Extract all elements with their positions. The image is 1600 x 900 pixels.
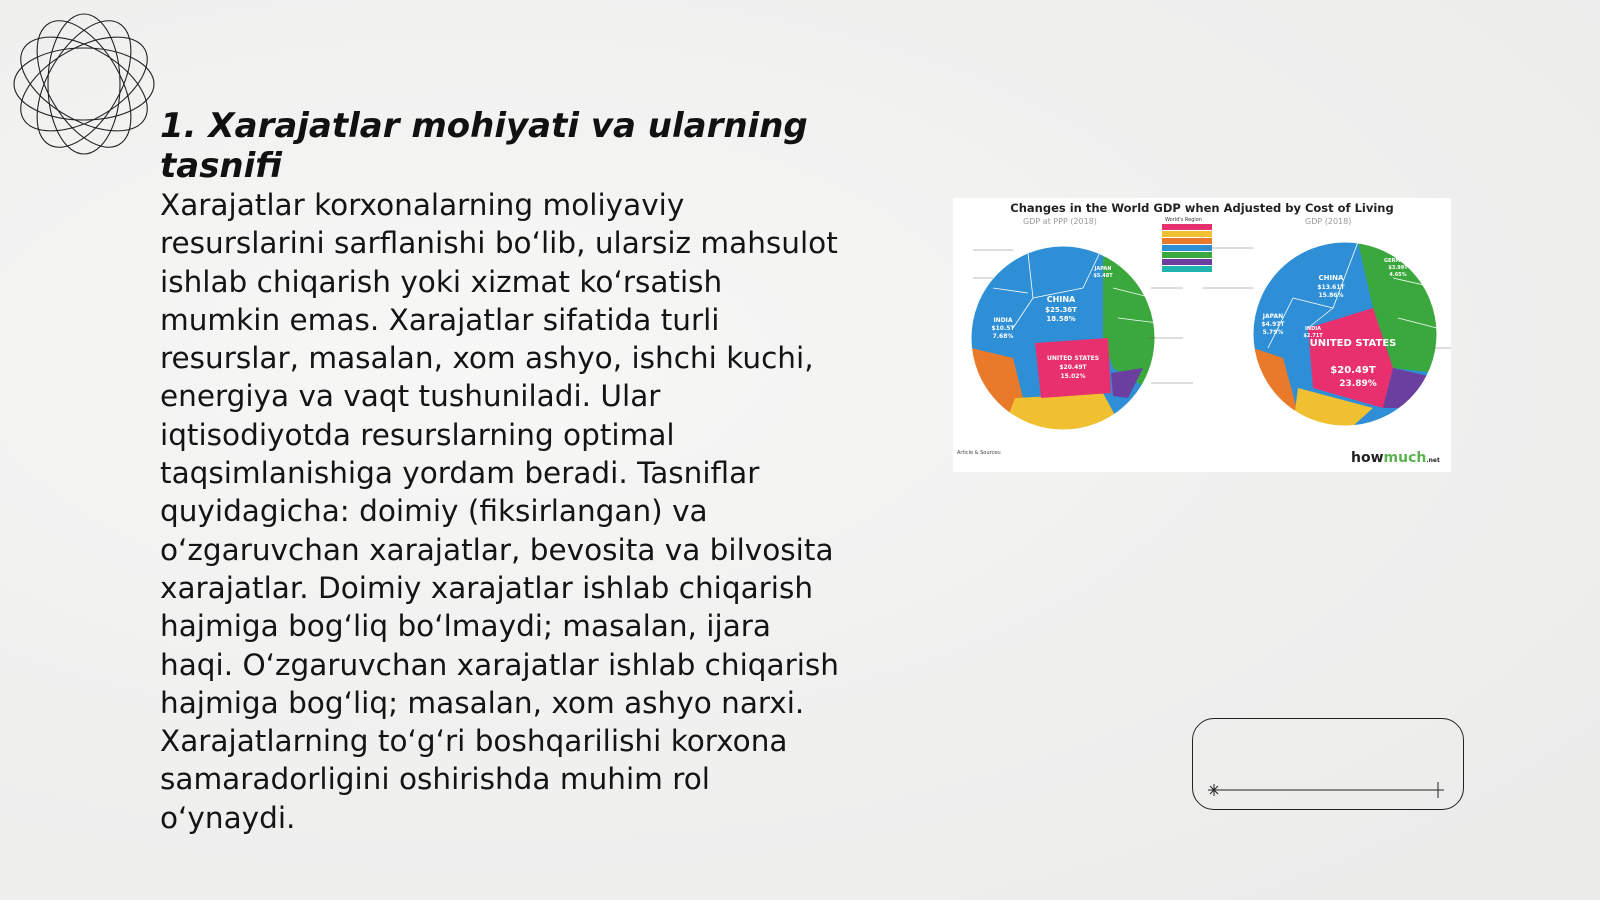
svg-text:$13.61T: $13.61T [1317, 284, 1345, 291]
left-us-label: UNITED STATES [1046, 355, 1100, 362]
right-india-label: INDIA [1305, 326, 1321, 332]
decorative-star-line [1206, 782, 1446, 798]
slide-body-text: Xarajatlar korxonalarning moliyaviy resurslarini sarflanishi bo‘lib, ularsiz mahsulot ishlab chiqarish yoki xizmat ko‘rsatish mumkin emas. Xarajatlar sifatida turli resurslar, masalan, xom ashyo, ishchi kuchi, energiya va vaqt tushuniladi. Ular iqtisodiyotda resurslarning optimal taqsimlanishiga yordam beradi. Tasniflar quyidagicha: doimiy (fiksirlangan) va o‘zgaruvchan xarajatlar, bevosita va bilvosita xarajatlar. Doimiy xarajatlar ishlab chiqarish hajmiga bog‘liq bo‘lmaydi; masalan, ijara haqi. O‘zgaruvchan xarajatlar ishlab chiqarish hajmiga bog‘liq; masalan, xom ashyo narxi. Xarajatlarning to‘g‘ri boshqarilishi korxona samaradorligini oshirishda muhim rol o‘ynaydi. [160, 188, 839, 835]
left-china-label: CHINA [1046, 295, 1076, 304]
svg-text:18.58%: 18.58% [1046, 315, 1076, 323]
svg-text:15.02%: 15.02% [1060, 373, 1086, 380]
svg-text:$4.97T: $4.97T [1261, 321, 1285, 328]
right-china-label: CHINA [1318, 274, 1344, 282]
region-legend [1162, 217, 1212, 272]
starburst-icon [1208, 784, 1220, 796]
svg-text:$20.49T: $20.49T [1330, 365, 1376, 376]
figure-right-subtitle: GDP (2018) [1305, 217, 1352, 226]
right-us-label: UNITED STATES [1309, 338, 1397, 349]
figure-brand: howmuch.net [1351, 450, 1440, 466]
svg-text:7.68%: 7.68% [992, 333, 1014, 340]
left-gdp-ppp-circle [971, 246, 1163, 430]
legend-title: World's Region [1165, 217, 1203, 223]
slide-title: 1. Xarajatlar mohiyati va ularning tasnifi [160, 106, 808, 186]
figure-title: Changes in the World GDP when Adjusted by Cost of Living [1010, 201, 1394, 215]
svg-text:$2.71T: $2.71T [1303, 333, 1323, 339]
sparkle-icon [1432, 782, 1444, 798]
orbital-rings-decoration [10, 10, 158, 158]
svg-text:$3.99T: $3.99T [1388, 265, 1408, 271]
figure-source: Article & Sources: [957, 450, 1002, 456]
svg-text:23.89%: 23.89% [1339, 379, 1377, 389]
svg-text:$10.5T: $10.5T [991, 325, 1015, 332]
svg-text:$5.48T: $5.48T [1093, 273, 1113, 279]
left-india-label: INDIA [993, 317, 1013, 324]
svg-text:5.79%: 5.79% [1262, 329, 1284, 336]
figure-left-subtitle: GDP at PPP (2018) [1023, 217, 1097, 226]
svg-text:$25.36T: $25.36T [1045, 306, 1077, 314]
gdp-voronoi-image [953, 198, 1451, 472]
right-gdp-circle [1253, 242, 1437, 426]
svg-text:4.65%: 4.65% [1389, 272, 1407, 278]
figure-graphic [953, 198, 1451, 472]
svg-text:$20.49T: $20.49T [1059, 364, 1087, 371]
left-japan-label: JAPAN [1094, 266, 1112, 272]
right-germany-label: GERMANY [1383, 258, 1413, 264]
svg-text:15.86%: 15.86% [1318, 292, 1344, 299]
right-japan-label: JAPAN [1262, 313, 1284, 320]
